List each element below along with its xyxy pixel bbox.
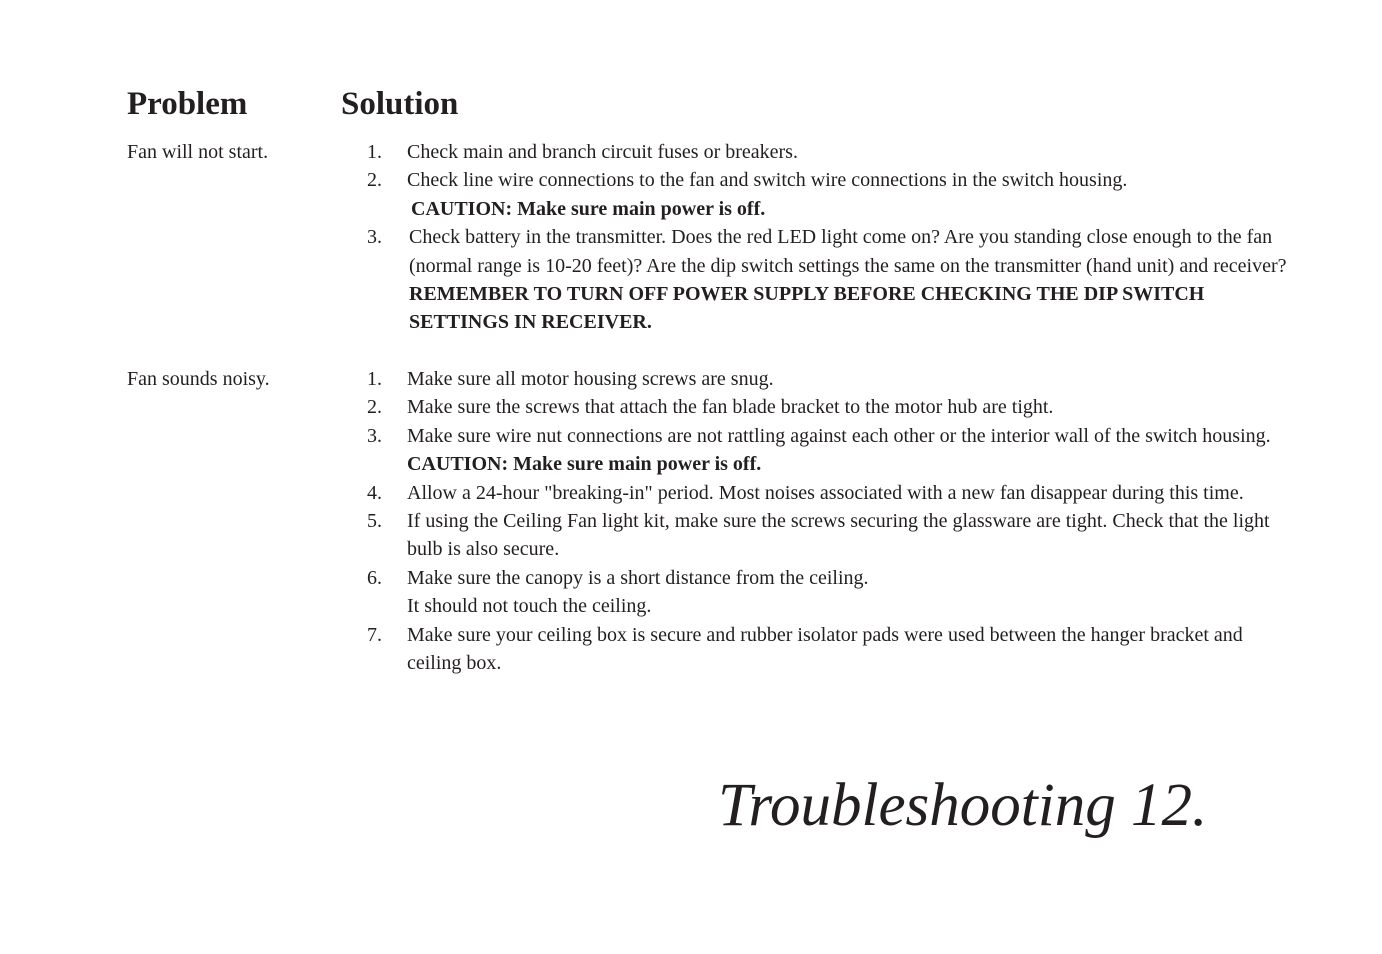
item-number: 2. xyxy=(367,396,382,419)
item-number: 7. xyxy=(367,623,382,646)
caution-note: CAUTION: Make sure main power is off. xyxy=(407,453,762,476)
item-number: 1. xyxy=(367,368,382,390)
item-number: 6. xyxy=(367,566,382,589)
list-item xyxy=(367,564,1297,621)
item-number: 1. xyxy=(367,141,382,163)
problem-header: Problem xyxy=(127,86,248,122)
solution-header: Solution xyxy=(341,86,459,122)
item-text: Check line wire connections to the fan and switch wire connections in the switch housing. xyxy=(407,169,1128,192)
item-number: 3. xyxy=(367,424,382,447)
item-number: 3. xyxy=(367,226,382,249)
item-text: Allow a 24-hour "breaking-in" period. Most noises associated with a new fan disappear during this time. xyxy=(407,481,1244,504)
solution-list-start xyxy=(367,138,1297,337)
item-text: If using the Ceiling Fan light kit, make sure the screws securing the glassware are tight. Check that the light bulb is also secure. xyxy=(407,510,1270,561)
list-item xyxy=(367,507,1297,564)
list-item xyxy=(367,422,1297,479)
item-number: 5. xyxy=(367,510,382,533)
item-text: Make sure wire nut connections are not rattling against each other or the interior wall of the switch housing. xyxy=(407,424,1271,447)
list-item xyxy=(367,166,1297,223)
item-text: Make sure the canopy is a short distance from the ceiling. xyxy=(407,566,869,589)
problem-fan-sounds-noisy: Fan sounds noisy. xyxy=(127,368,270,390)
item-text: Make sure all motor housing screws are snug. xyxy=(407,368,774,390)
item-text: Check main and branch circuit fuses or breakers. xyxy=(407,141,798,163)
list-item xyxy=(367,365,1297,393)
item-number: 4. xyxy=(367,481,382,504)
page-footer-title: Troubleshooting 12. xyxy=(718,772,1208,839)
list-item xyxy=(367,393,1297,421)
problem-fan-will-not-start: Fan will not start. xyxy=(127,141,269,163)
list-item xyxy=(367,138,1297,166)
item-text: Check battery in the transmitter. Does the red LED light come on? Are you standing close enough to the fan (normal range is 10-20 feet)? Are the dip switch settings the same on the transmitter (hand unit) and receiver? xyxy=(409,226,1287,277)
list-item xyxy=(367,621,1297,678)
item-text: Make sure your ceiling box is secure and rubber isolator pads were used between the hanger bracket and ceiling box. xyxy=(407,623,1243,675)
caution-note: CAUTION: Make sure main power is off. xyxy=(411,197,766,220)
list-item xyxy=(367,479,1297,507)
item-text-continued: It should not touch the ceiling. xyxy=(407,595,652,618)
list-item xyxy=(367,223,1297,337)
item-number: 2. xyxy=(367,169,382,192)
solution-list-noisy xyxy=(367,365,1297,677)
warning-note: REMEMBER TO TURN OFF POWER SUPPLY BEFORE CHECKING THE DIP SWITCH SETTINGS IN RECEIVER. xyxy=(409,283,1205,334)
item-text: Make sure the screws that attach the fan blade bracket to the motor hub are tight. xyxy=(407,396,1054,419)
